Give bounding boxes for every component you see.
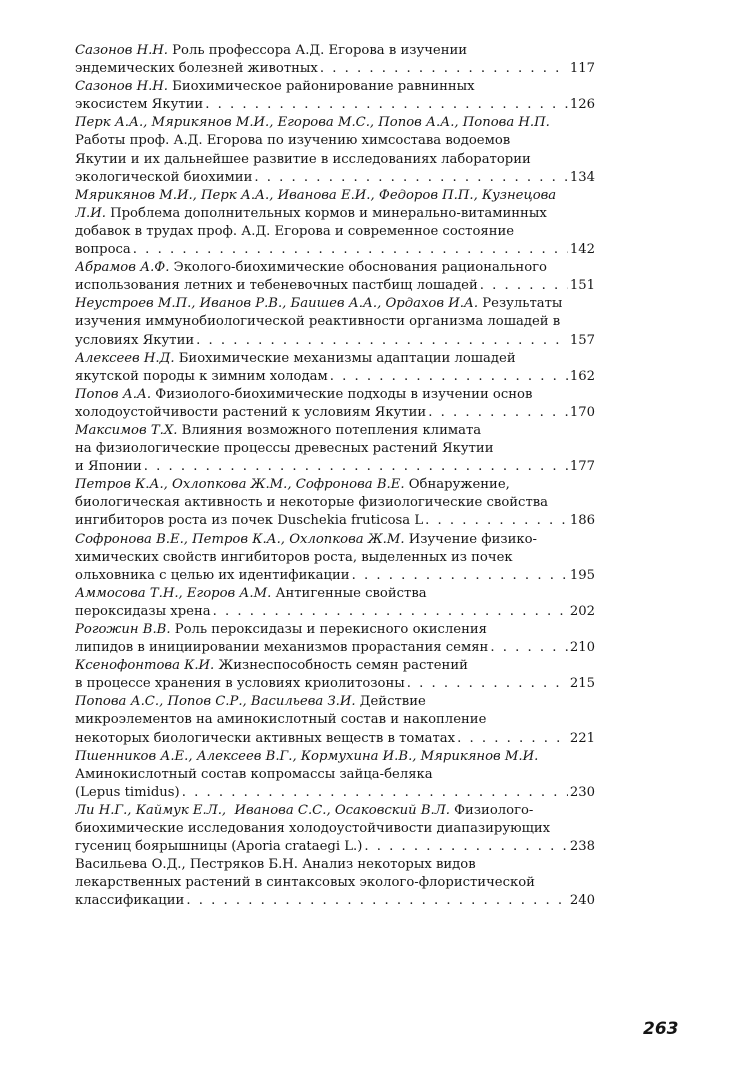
entry-title-text: Биохимические механизмы адаптации лошадей bbox=[174, 350, 516, 366]
entry-title-text: Эколого-биохимические обоснования рационального bbox=[169, 260, 547, 276]
toc-entry bbox=[75, 657, 595, 693]
toc-entry-line bbox=[75, 802, 595, 820]
entry-page-number: 134 bbox=[569, 169, 595, 185]
toc-entry-line bbox=[75, 277, 595, 295]
entry-page-number: 238 bbox=[569, 839, 595, 855]
toc-entry-line bbox=[75, 766, 595, 784]
dot-leader bbox=[425, 512, 568, 530]
toc-entry-line bbox=[75, 187, 595, 205]
toc-entry-line bbox=[75, 675, 595, 693]
toc-entry-line bbox=[75, 820, 595, 838]
entry-title-text: Биохимическое районирование равнинных bbox=[167, 79, 475, 95]
toc-entry-line bbox=[75, 96, 595, 114]
toc-entry-line bbox=[75, 60, 595, 78]
entry-authors: Мярикянов М.И., Перк А.А., Иванова Е.И., Федоров П.П., Кузнецова bbox=[75, 187, 557, 203]
toc-entry bbox=[75, 295, 595, 349]
entry-title-text: якутской породы к зимним холодам bbox=[75, 368, 328, 384]
entry-title-text: экологической биохимии bbox=[75, 169, 253, 185]
entry-title-text: биологическая активность и некоторые физиологические свойства bbox=[75, 495, 549, 511]
toc-entry-line bbox=[75, 259, 595, 277]
entry-page-number: 151 bbox=[569, 278, 595, 294]
entry-title-text: Обнаружение, bbox=[404, 477, 510, 493]
entry-title-text: Жизнеспособность семян растений bbox=[214, 658, 468, 674]
dot-leader bbox=[320, 60, 568, 78]
entry-page-number: 195 bbox=[569, 567, 595, 583]
entry-title-text: (Lepus timidus) bbox=[75, 784, 180, 800]
entry-page-number: 142 bbox=[569, 242, 595, 258]
dot-leader bbox=[490, 639, 568, 657]
entry-page-number: 202 bbox=[569, 603, 595, 619]
toc-entry-line bbox=[75, 892, 595, 910]
table-of-contents bbox=[75, 42, 595, 911]
dot-leader bbox=[133, 241, 568, 259]
entry-authors: Петров К.А., Охлопкова Ж.М., Софронова В.Е. bbox=[75, 477, 405, 493]
entry-authors: Ли Н.Г., Каймук Е.Л., Иванова С.С., Осаковский В.Л. bbox=[75, 802, 450, 818]
dot-leader bbox=[330, 368, 568, 386]
entry-title-text: Физиолого-биохимические подходы в изучении основ bbox=[151, 386, 533, 402]
entry-page-number: 126 bbox=[569, 97, 595, 113]
entry-title-text: условиях Якутии bbox=[75, 332, 195, 348]
toc-entry-line bbox=[75, 730, 595, 748]
toc-entry bbox=[75, 386, 595, 422]
toc-entry-line bbox=[75, 874, 595, 892]
entry-authors: Сазонов Н.Н. bbox=[75, 43, 168, 58]
entry-title-text: классификации bbox=[75, 893, 185, 909]
toc-entry-line bbox=[75, 42, 595, 60]
toc-entry-line bbox=[75, 78, 595, 96]
entry-title-text: Анализ некоторых видов bbox=[298, 857, 476, 873]
entry-title-text: Васильева О.Д., Пестряков Б.Н. bbox=[75, 857, 298, 873]
entry-page-number: 170 bbox=[569, 404, 595, 420]
toc-entry bbox=[75, 78, 595, 114]
toc-entry-line bbox=[75, 531, 595, 549]
toc-entry bbox=[75, 856, 595, 910]
entry-page-number: 186 bbox=[569, 513, 595, 529]
toc-entry bbox=[75, 802, 595, 856]
entry-page-number: 162 bbox=[569, 368, 595, 384]
toc-entry-line bbox=[75, 132, 595, 150]
toc-entry-line bbox=[75, 241, 595, 259]
dot-leader bbox=[182, 784, 568, 802]
entry-title-text: Роль пероксидазы и перекисного окисления bbox=[170, 622, 488, 637]
entry-authors: Ксенофонтова К.И. bbox=[75, 658, 215, 674]
toc-entry bbox=[75, 42, 595, 78]
entry-page-number: 215 bbox=[569, 676, 595, 692]
toc-entry bbox=[75, 748, 595, 802]
entry-title-text: эндемических болезней животных bbox=[75, 61, 318, 77]
entry-authors: Перк А.А., Мярикянов М.И., Егорова М.С., Попов А.А., Попова Н.П. bbox=[75, 115, 550, 131]
toc-entry-line bbox=[75, 404, 595, 422]
page-number: 263 bbox=[643, 1019, 679, 1039]
toc-entry-line bbox=[75, 784, 595, 802]
toc-entry-line bbox=[75, 693, 595, 711]
toc-entry-line bbox=[75, 151, 595, 169]
toc-entry-line bbox=[75, 567, 595, 585]
toc-entry-line bbox=[75, 114, 595, 132]
entry-authors: Пшенников А.Е., Алексеев В.Г., Кормухина И.В., Мярикянов М.И. bbox=[75, 748, 539, 764]
entry-title-text: Действие bbox=[355, 694, 426, 710]
entry-title-text: в процессе хранения в условиях криолитозоны bbox=[75, 676, 405, 692]
entry-authors: Аммосова Т.Н., Егоров А.М. bbox=[75, 585, 272, 601]
entry-title-text: использования летних и тебеневочных пастбищ лошадей bbox=[75, 278, 478, 294]
toc-entry-line bbox=[75, 494, 595, 512]
entry-title-text: микроэлементов на аминокислотный состав и накопление bbox=[75, 712, 487, 728]
toc-entry-line bbox=[75, 748, 595, 766]
entry-title-text: липидов в инициировании механизмов прорастания семян bbox=[75, 640, 489, 656]
dot-leader bbox=[364, 838, 567, 856]
toc-entry-line bbox=[75, 169, 595, 187]
entry-authors: Сазонов Н.Н. bbox=[75, 79, 168, 95]
entry-title-text: экосистем Якутии bbox=[75, 97, 204, 113]
entry-title-text: биохимические исследования холодоустойчивости диапазирующих bbox=[75, 821, 551, 837]
toc-entry bbox=[75, 585, 595, 621]
entry-page-number: 117 bbox=[569, 61, 595, 77]
entry-authors: Максимов Т.Х. bbox=[75, 422, 178, 438]
toc-entry-line bbox=[75, 368, 595, 386]
entry-title-text: лекарственных растений в синтаксовых эколого-флористической bbox=[75, 875, 535, 891]
toc-entry bbox=[75, 476, 595, 530]
toc-entry-line bbox=[75, 313, 595, 331]
entry-title-text: Физиолого- bbox=[449, 802, 534, 818]
dot-leader bbox=[196, 332, 568, 350]
entry-title-text: Антигенные свойства bbox=[271, 585, 427, 601]
toc-entry-line bbox=[75, 350, 595, 368]
toc-entry-line bbox=[75, 476, 595, 494]
toc-entry-line bbox=[75, 295, 595, 313]
entry-title-text: ингибиторов роста из почек Duschekia fruticosa L bbox=[75, 513, 424, 529]
dot-leader bbox=[254, 169, 567, 187]
toc-entry bbox=[75, 114, 595, 186]
toc-entry-line bbox=[75, 440, 595, 458]
dot-leader bbox=[407, 675, 568, 693]
toc-entry-line bbox=[75, 549, 595, 567]
dot-leader bbox=[205, 96, 568, 114]
entry-authors: Софронова В.Е., Петров К.А., Охлопкова Ж.М. bbox=[75, 531, 405, 547]
entry-page-number: 157 bbox=[569, 332, 595, 348]
toc-entry bbox=[75, 531, 595, 585]
entry-title-text: гусениц боярышницы (Aporia crataegi L.) bbox=[75, 839, 363, 855]
entry-page-number: 210 bbox=[569, 640, 595, 656]
entry-title-text: Результаты bbox=[478, 296, 563, 312]
entry-title-text: Работы проф. А.Д. Егорова по изучению химсостава водоемов bbox=[75, 133, 511, 149]
entry-authors: Рогожин В.В. bbox=[75, 622, 171, 637]
dot-leader bbox=[186, 892, 568, 910]
entry-title-text: добавок в трудах проф. А.Д. Егорова и современное состояние bbox=[75, 223, 515, 239]
entry-page-number: 177 bbox=[569, 459, 595, 475]
entry-title-text: на физиологические процессы древесных растений Якутии bbox=[75, 441, 494, 457]
entry-page-number: 230 bbox=[569, 784, 595, 800]
entry-page-number: 221 bbox=[569, 730, 595, 746]
toc-entry-line bbox=[75, 856, 595, 874]
entry-title-text: ольховника с целью их идентификации bbox=[75, 567, 350, 583]
toc-entry-line bbox=[75, 386, 595, 404]
entry-title-text: пероксидазы хрена bbox=[75, 603, 211, 619]
entry-title-text: изучения иммунобиологической реактивности организма лошадей в bbox=[75, 314, 561, 330]
entry-authors: Попов А.А. bbox=[75, 386, 152, 402]
toc-entry-line bbox=[75, 639, 595, 657]
toc-entry bbox=[75, 187, 595, 259]
entry-authors: Алексеев Н.Д. bbox=[75, 350, 175, 366]
toc-entry-line bbox=[75, 621, 595, 639]
entry-title-text: Якутии и их дальнейшее развитие в исследованиях лаборатории bbox=[75, 151, 531, 167]
toc-entry-line bbox=[75, 711, 595, 729]
toc-entry-line bbox=[75, 223, 595, 241]
entry-title-text: Аминокислотный состав копромассы зайца-беляка bbox=[75, 766, 433, 782]
toc-entry-line bbox=[75, 603, 595, 621]
entry-title-text: Роль профессора А.Д. Егорова в изучении bbox=[167, 43, 468, 58]
entry-title-text: Изучение физико- bbox=[404, 531, 538, 547]
entry-authors: Неустроев М.П., Иванов Р.В., Баишев А.А., Ордахов И.А. bbox=[75, 296, 479, 312]
toc-entry-line bbox=[75, 205, 595, 223]
entry-page-number: 240 bbox=[569, 893, 595, 909]
entry-title-text: вопроса bbox=[75, 242, 131, 258]
entry-title-text: холодоустойчивости растений к условиям Якутии bbox=[75, 404, 427, 420]
entry-title-text: химических свойств ингибиторов роста, выделенных из почек bbox=[75, 549, 513, 565]
toc-entry-line bbox=[75, 458, 595, 476]
toc-entry bbox=[75, 259, 595, 295]
toc-entry bbox=[75, 693, 595, 747]
entry-title-text: и Японии bbox=[75, 459, 142, 475]
toc-entry bbox=[75, 350, 595, 386]
entry-title-text: Проблема дополнительных кормов и минерально-витаминных bbox=[105, 205, 547, 221]
toc-entry-line bbox=[75, 512, 595, 530]
dot-leader bbox=[457, 730, 568, 748]
dot-leader bbox=[213, 603, 568, 621]
toc-entry-line bbox=[75, 332, 595, 350]
toc-entry-line bbox=[75, 657, 595, 675]
toc-entry bbox=[75, 621, 595, 657]
toc-entry-line bbox=[75, 585, 595, 603]
entry-authors: Л.И. bbox=[75, 205, 106, 221]
entry-title-text: некоторых биологически активных веществ в томатах bbox=[75, 730, 456, 746]
toc-entry-line bbox=[75, 838, 595, 856]
dot-leader bbox=[352, 567, 568, 585]
dot-leader bbox=[480, 277, 568, 295]
dot-leader bbox=[428, 404, 568, 422]
dot-leader bbox=[144, 458, 568, 476]
toc-entry bbox=[75, 422, 595, 476]
toc-entry-line bbox=[75, 422, 595, 440]
entry-title-text: Влияния возможного потепления климата bbox=[177, 422, 482, 438]
entry-authors: Абрамов А.Ф. bbox=[75, 260, 170, 276]
entry-authors: Попова А.С., Попов С.Р., Васильева З.И. bbox=[75, 694, 356, 710]
